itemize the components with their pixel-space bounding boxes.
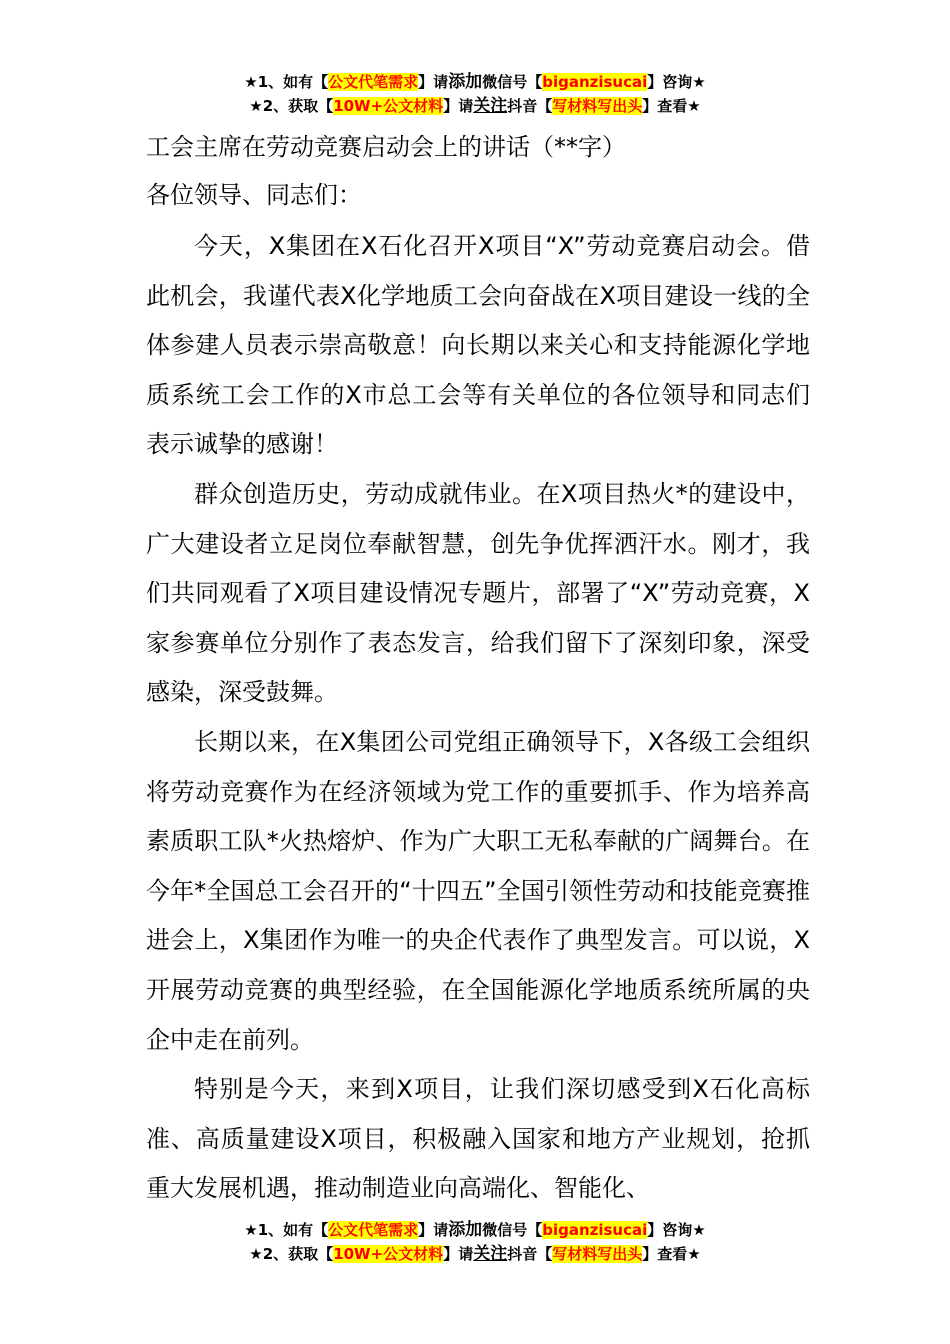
promo-highlight: 公文代笔需求 (328, 73, 419, 91)
promo-emphasis: 添加 (448, 72, 483, 92)
promo-highlight: biganzisucai (542, 73, 648, 91)
promo-highlight: 公文代笔需求 (328, 1221, 419, 1239)
promo-text: 】查看★ (642, 97, 701, 115)
promo-highlight: 写材料写出头 (552, 97, 643, 115)
document-body (146, 124, 810, 1214)
promo-text: 】咨询★ (647, 1221, 706, 1239)
paragraph: 今天，X集团在X石化召开X项目“X”劳动竞赛启动会。借此机会，我谨代表X化学地质工会向奋战在X项目建设一线的全体参建人员表示崇高敬意！向长期以来关心和支持能源化学地质系统工会工作的X市总工会等有关单位的各位领导和同志们表示诚挚的感谢！ (146, 232, 810, 459)
promo-text: 微信号【 (482, 1221, 543, 1239)
promo-text: 】咨询★ (647, 73, 706, 91)
promo-line-1 (0, 1218, 950, 1242)
promo-text: ★2、获取【 (249, 1245, 334, 1263)
promo-highlight: 10W+公文材料 (333, 97, 444, 115)
promo-text: ★1、如有【 (244, 1221, 329, 1239)
promo-emphasis: 添加 (448, 1220, 483, 1240)
paragraph: 群众创造历史，劳动成就伟业。在X项目热火*的建设中，广大建设者立足岗位奉献智慧，创先争优挥洒汗水。刚才，我们共同观看了X项目建设情况专题片，部署了“X”劳动竞赛，X家参赛单位分别作了表态发言，给我们留下了深刻印象，深受感染，深受鼓舞。 (146, 479, 810, 707)
promo-emphasis: 关注 (473, 96, 508, 116)
promo-emphasis: 关注 (473, 1244, 508, 1264)
promo-line-1 (0, 70, 950, 94)
promo-text: 】请 (418, 73, 449, 91)
paragraph: 长期以来，在X集团公司党组正确领导下，X各级工会组织将劳动竞赛作为在经济领域为党工作的重要抓手、作为培养高素质职工队*火热熔炉、作为广大职工无私奉献的广阔舞台。在今年*全国总工会召开的“十四五”全国引领性劳动和技能竞赛推进会上，X集团作为唯一的央企代表作了典型发言。可以说，X开展劳动竞赛的典型经验，在全国能源化学地质系统所属的央企中走在前列。 (146, 727, 810, 1054)
promo-footer (0, 1218, 950, 1266)
promo-text: 】查看★ (642, 1245, 701, 1263)
promo-text: ★2、获取【 (249, 97, 334, 115)
promo-line-2 (0, 1242, 950, 1266)
promo-highlight: biganzisucai (542, 1221, 648, 1239)
promo-text: 】请 (443, 97, 474, 115)
promo-text: ★1、如有【 (244, 73, 329, 91)
promo-line-2 (0, 94, 950, 118)
salutation: 各位领导、同志们： (146, 181, 362, 209)
promo-text: 抖音【 (507, 1245, 553, 1263)
promo-header (0, 70, 950, 118)
paragraph: 特别是今天，来到X项目，让我们深切感受到X石化高标准、高质量建设X项目，积极融入国家和地方产业规划，抢抓重大发展机遇，推动制造业向高端化、智能化、 (146, 1075, 810, 1203)
promo-highlight: 写材料写出头 (552, 1245, 643, 1263)
document-title: 工会主席在劳动竞赛启动会上的讲话（**字） (146, 133, 626, 161)
promo-highlight: 10W+公文材料 (333, 1245, 444, 1263)
promo-text: 微信号【 (482, 73, 543, 91)
promo-text: 】请 (443, 1245, 474, 1263)
promo-text: 】请 (418, 1221, 449, 1239)
promo-text: 抖音【 (507, 97, 553, 115)
